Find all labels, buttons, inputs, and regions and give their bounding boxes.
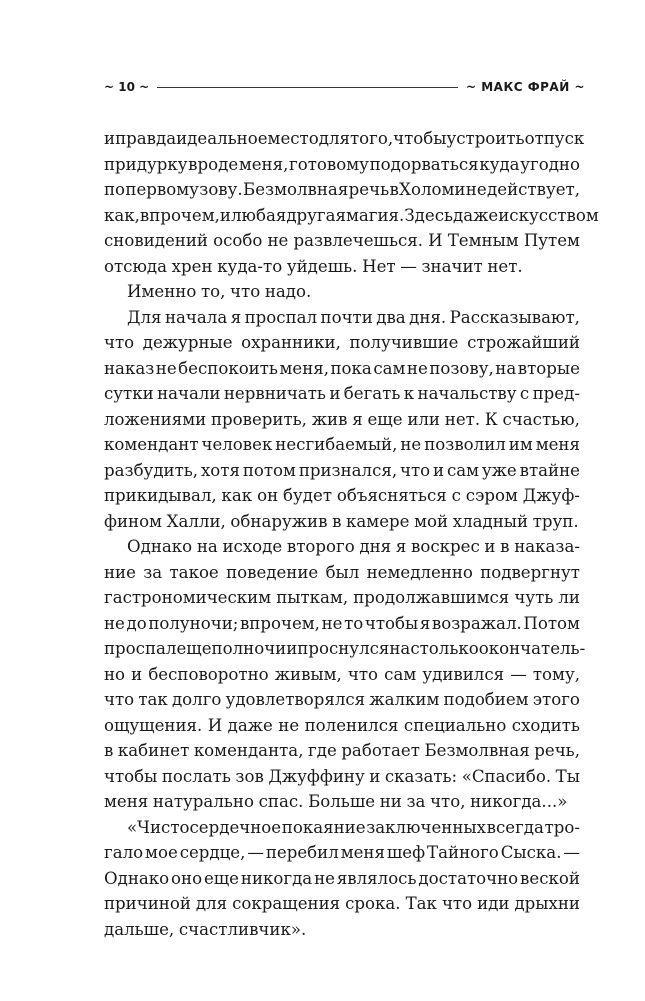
word: меня,	[238, 154, 289, 174]
word: кабинет	[117, 741, 190, 760]
word: проспал	[244, 307, 318, 327]
word: работает	[341, 741, 420, 760]
word: дальше,	[104, 919, 175, 939]
word: подвергнут	[480, 562, 580, 582]
word: ние	[104, 562, 136, 582]
word: Именно	[127, 282, 197, 301]
word: «Чистосердечное	[127, 817, 282, 837]
text-line	[104, 330, 580, 356]
word: я	[352, 409, 363, 429]
word: окончатель-	[478, 639, 586, 658]
word: где	[308, 741, 337, 760]
running-head	[104, 78, 585, 96]
word: для	[318, 129, 350, 148]
word: или	[407, 409, 440, 429]
word: втайне	[519, 460, 580, 480]
word: начальству	[417, 384, 517, 403]
word: Путем	[523, 231, 580, 250]
word: куда-то	[217, 256, 283, 276]
word: Здесь	[404, 205, 454, 225]
word: не	[321, 613, 343, 633]
word: такое	[169, 562, 219, 582]
word: подорваться	[369, 154, 479, 174]
word: прикидывал,	[104, 486, 217, 505]
word: угодно	[520, 154, 580, 174]
word: сокращения	[232, 894, 341, 913]
word: отсюда	[104, 256, 168, 276]
word: два	[376, 307, 406, 327]
word: исходе	[222, 537, 283, 556]
word: что	[230, 282, 261, 301]
word: счастью,	[502, 409, 580, 429]
text-line	[104, 458, 580, 484]
header-rule	[157, 87, 458, 88]
text-line	[104, 254, 580, 280]
word: камере	[346, 511, 410, 531]
word: признался,	[298, 460, 398, 480]
word: этого	[532, 690, 580, 709]
word: отпуск	[524, 129, 585, 148]
word: что	[347, 664, 379, 684]
word: но	[104, 664, 126, 684]
word: хотя	[200, 460, 240, 480]
word: в	[104, 741, 114, 760]
word: Безмолвная	[243, 180, 349, 199]
word: в	[389, 180, 399, 199]
text-line	[104, 611, 580, 637]
word: Так	[405, 894, 437, 913]
word: зов	[235, 766, 264, 786]
word: никогда...»	[470, 792, 568, 811]
word: Нет	[362, 256, 396, 276]
text-line	[104, 356, 580, 382]
word: специально	[403, 715, 507, 735]
word: удовлетворялся	[225, 690, 366, 709]
word: Тайного	[427, 843, 499, 862]
word: я	[230, 307, 242, 327]
word: и	[131, 664, 143, 684]
word: ложениями	[104, 409, 207, 429]
word: спас.	[258, 792, 304, 811]
word: в	[332, 511, 342, 531]
word: гало	[104, 843, 144, 862]
word: не	[406, 358, 428, 378]
word: достаточно	[418, 868, 519, 888]
word: чтобы	[104, 766, 158, 786]
word: начала	[164, 307, 228, 327]
paragraph-first-line	[104, 279, 580, 305]
word: им	[508, 435, 533, 454]
text-line	[104, 636, 586, 662]
page-number: ~ 10 ~	[104, 80, 150, 94]
word: меня	[104, 792, 149, 811]
word: удивился	[422, 664, 505, 684]
word: впрочем,	[239, 613, 320, 633]
word: —	[563, 843, 580, 862]
word: нет.	[487, 256, 523, 276]
word: сходить	[511, 715, 580, 735]
word: возражал.	[431, 613, 522, 633]
text-line	[104, 713, 580, 739]
text-line	[104, 687, 580, 713]
word: подобием	[443, 690, 529, 709]
word: строжайший	[467, 333, 580, 352]
word: полуночи;	[148, 613, 239, 633]
word: покаяние	[281, 817, 366, 837]
running-head-author: ~ МАКС ФРАЙ ~	[465, 80, 585, 94]
word: Халли,	[166, 511, 226, 531]
word: по	[104, 180, 126, 199]
text-line	[104, 789, 580, 815]
word: сэром	[465, 486, 518, 505]
word: за	[143, 562, 163, 582]
word: для	[195, 894, 228, 913]
word: дня	[359, 537, 392, 556]
word: меня,	[279, 358, 329, 378]
word: развлечешься.	[293, 231, 424, 250]
word: шеф	[386, 843, 426, 862]
word: являлось	[336, 868, 417, 888]
word: сутки	[104, 384, 154, 403]
word: надо.	[264, 282, 312, 301]
word: жив	[311, 409, 348, 429]
word: тому,	[532, 664, 580, 684]
word: потом	[242, 460, 296, 480]
word: Холоми	[399, 180, 466, 199]
paragraph-first-line	[104, 305, 580, 331]
word: вроде	[188, 154, 239, 174]
word: зову.	[199, 180, 243, 199]
word: первому	[125, 180, 199, 199]
word: дежурные	[142, 333, 233, 352]
word: срока.	[345, 894, 401, 913]
word: сам	[373, 358, 406, 378]
word: даже	[227, 715, 273, 735]
word: идеальное	[176, 129, 268, 148]
text-line	[104, 738, 580, 764]
word: живым,	[274, 664, 342, 684]
word: значит	[421, 256, 483, 276]
word: Однако	[127, 537, 193, 556]
word: перебил	[265, 843, 339, 862]
word: пред-	[532, 384, 580, 403]
word: начали	[157, 384, 221, 403]
word: объясняться	[336, 486, 447, 505]
word: не	[278, 715, 300, 735]
word: Однако	[104, 868, 170, 888]
word: как,	[104, 205, 140, 225]
word: натурально	[152, 792, 254, 811]
word: жалким	[369, 690, 440, 709]
paragraph-first-line	[104, 534, 580, 560]
word: гастрономическим	[104, 588, 272, 607]
word: магия.	[346, 205, 405, 225]
word: всегда	[486, 817, 544, 837]
word: действует,	[487, 180, 580, 199]
word: чуть	[514, 588, 554, 607]
text-line	[104, 585, 580, 611]
word: продолжавшимся	[353, 588, 510, 607]
word: чтобы	[364, 613, 419, 633]
word: любая	[230, 205, 287, 225]
word: на	[495, 358, 517, 378]
word: —	[400, 256, 417, 276]
word: впрочем,	[139, 205, 220, 225]
word: несгибаемый,	[275, 435, 398, 454]
word: Сыска.	[500, 843, 562, 862]
word: Джуффину	[268, 766, 365, 786]
word: вторые	[517, 358, 580, 378]
word: комендант	[104, 435, 199, 454]
text-line	[104, 407, 580, 433]
word: место	[267, 129, 319, 148]
word: как	[221, 486, 253, 505]
word: коменданта,	[193, 741, 304, 760]
word: речь	[348, 180, 390, 199]
word: веской	[520, 868, 580, 888]
word: что	[400, 460, 431, 480]
text-line	[104, 891, 580, 917]
word: сновидений	[104, 231, 208, 250]
word: уйдешь.	[286, 256, 358, 276]
word: мое	[145, 843, 178, 862]
word: что	[104, 333, 135, 352]
word: еще	[176, 639, 212, 658]
word: я	[419, 613, 431, 633]
word: будет	[283, 486, 333, 505]
word: пыткам,	[276, 588, 349, 607]
text-line	[104, 483, 580, 509]
body-text	[104, 126, 599, 942]
word: тро-	[544, 817, 580, 837]
word: И	[428, 231, 443, 250]
text-line	[104, 432, 580, 458]
word: уже	[481, 460, 517, 480]
text-line	[104, 560, 580, 586]
word: что	[104, 690, 135, 709]
word: наказа-	[514, 537, 580, 556]
word: Рассказывают,	[449, 307, 580, 327]
text-line	[104, 152, 580, 178]
word: хладный	[452, 511, 529, 531]
word: был	[325, 562, 360, 582]
word: долго	[171, 690, 222, 709]
text-line	[104, 866, 580, 892]
word: на	[196, 537, 218, 556]
word: беспокоить	[178, 358, 278, 378]
word: причиной	[104, 894, 191, 913]
word: и	[219, 205, 231, 225]
text-line	[104, 203, 599, 229]
word: не	[155, 358, 177, 378]
word: заключенных	[366, 817, 486, 837]
word: речь,	[534, 741, 580, 760]
word: счастливчик».	[178, 919, 307, 939]
word: позову,	[429, 358, 494, 378]
word: то	[344, 613, 364, 633]
word: нервничать	[223, 384, 326, 403]
word: Джуф-	[522, 486, 580, 505]
word: что	[441, 894, 473, 913]
word: с	[519, 384, 530, 403]
word: особо	[213, 231, 263, 250]
word: бегать	[343, 384, 401, 403]
word: того,	[349, 129, 394, 148]
word: не	[465, 180, 487, 199]
word: немедленно	[366, 562, 473, 582]
word: труп.	[532, 511, 579, 531]
word: и	[104, 129, 116, 148]
word: с	[451, 486, 461, 505]
word: поленился	[304, 715, 399, 735]
word: разбудить,	[104, 460, 199, 480]
word: проспал	[104, 639, 177, 658]
word: дрыхни	[514, 894, 580, 913]
text-line	[104, 126, 585, 152]
word: «Спасибо.	[461, 766, 552, 786]
word: я	[395, 537, 407, 556]
word: —	[510, 664, 527, 684]
word: почти	[320, 307, 373, 327]
word: дня.	[409, 307, 447, 327]
word: Безмолвная	[424, 741, 530, 760]
word: до	[126, 613, 147, 633]
text-line	[104, 917, 580, 943]
word: нет.	[444, 409, 481, 429]
word: не	[400, 435, 422, 454]
word: второго	[286, 537, 355, 556]
word: правда	[115, 129, 177, 148]
word: за	[406, 792, 426, 811]
word: Потом	[523, 613, 580, 633]
word: поведение	[226, 562, 319, 582]
word: пока	[330, 358, 372, 378]
word: иди	[477, 894, 510, 913]
word: Ты	[555, 766, 580, 786]
word: куда	[479, 154, 520, 174]
text-line	[104, 662, 580, 688]
word: ощущения.	[104, 715, 203, 735]
text-line	[104, 177, 580, 203]
word: И	[207, 715, 223, 735]
word: к	[403, 384, 415, 403]
text-line	[104, 228, 580, 254]
word: чтобы	[393, 129, 447, 148]
word: ли	[558, 588, 580, 607]
word: бесповоротно	[148, 664, 269, 684]
word: устроить	[446, 129, 525, 148]
word: наказ	[104, 358, 155, 378]
word: сам	[384, 664, 417, 684]
paragraph-first-line	[104, 815, 580, 841]
word: искусством	[498, 205, 599, 225]
word: меня	[340, 843, 385, 862]
word: что,	[430, 792, 466, 811]
word: никогда	[240, 868, 313, 888]
word: полночи	[211, 639, 287, 658]
word: ни	[379, 792, 402, 811]
word: еще	[203, 868, 240, 888]
word: и	[369, 766, 381, 786]
word: другая	[286, 205, 346, 225]
word: готовому	[289, 154, 369, 174]
word: обнаружив	[230, 511, 328, 531]
word: и	[329, 384, 341, 403]
word: послать	[161, 766, 231, 786]
text-line	[104, 381, 580, 407]
text-line	[104, 509, 580, 535]
word: он	[257, 486, 279, 505]
word: оно	[171, 868, 203, 888]
word: человек	[201, 435, 273, 454]
word: и	[286, 639, 298, 658]
word: сердце,	[179, 843, 246, 862]
word: Для	[127, 307, 162, 327]
word: не	[267, 231, 289, 250]
word: меня	[535, 435, 580, 454]
word: —	[247, 843, 264, 862]
word: то,	[200, 282, 226, 301]
word: позволил	[424, 435, 506, 454]
word: и	[433, 460, 445, 480]
word: не	[314, 868, 335, 888]
text-line	[104, 764, 580, 790]
word: придурку	[104, 154, 188, 174]
word: не	[104, 613, 125, 633]
word: фином	[104, 511, 163, 531]
text-line	[104, 840, 580, 866]
word: проверить,	[210, 409, 307, 429]
word: воскрес	[411, 537, 480, 556]
word: хрен	[171, 256, 213, 276]
word: в	[500, 537, 510, 556]
word: так	[138, 690, 168, 709]
word: мой	[414, 511, 449, 531]
word: даже	[453, 205, 499, 225]
word: охранники,	[241, 333, 341, 352]
word: еще	[367, 409, 403, 429]
word: настолько	[389, 639, 479, 658]
word: сказать:	[384, 766, 458, 786]
word: Темным	[447, 231, 519, 250]
word: и	[484, 537, 496, 556]
word: проснулся	[297, 639, 390, 658]
word: К	[484, 409, 498, 429]
word: Больше	[308, 792, 376, 811]
word: получившие	[349, 333, 459, 352]
word: сам	[446, 460, 480, 480]
